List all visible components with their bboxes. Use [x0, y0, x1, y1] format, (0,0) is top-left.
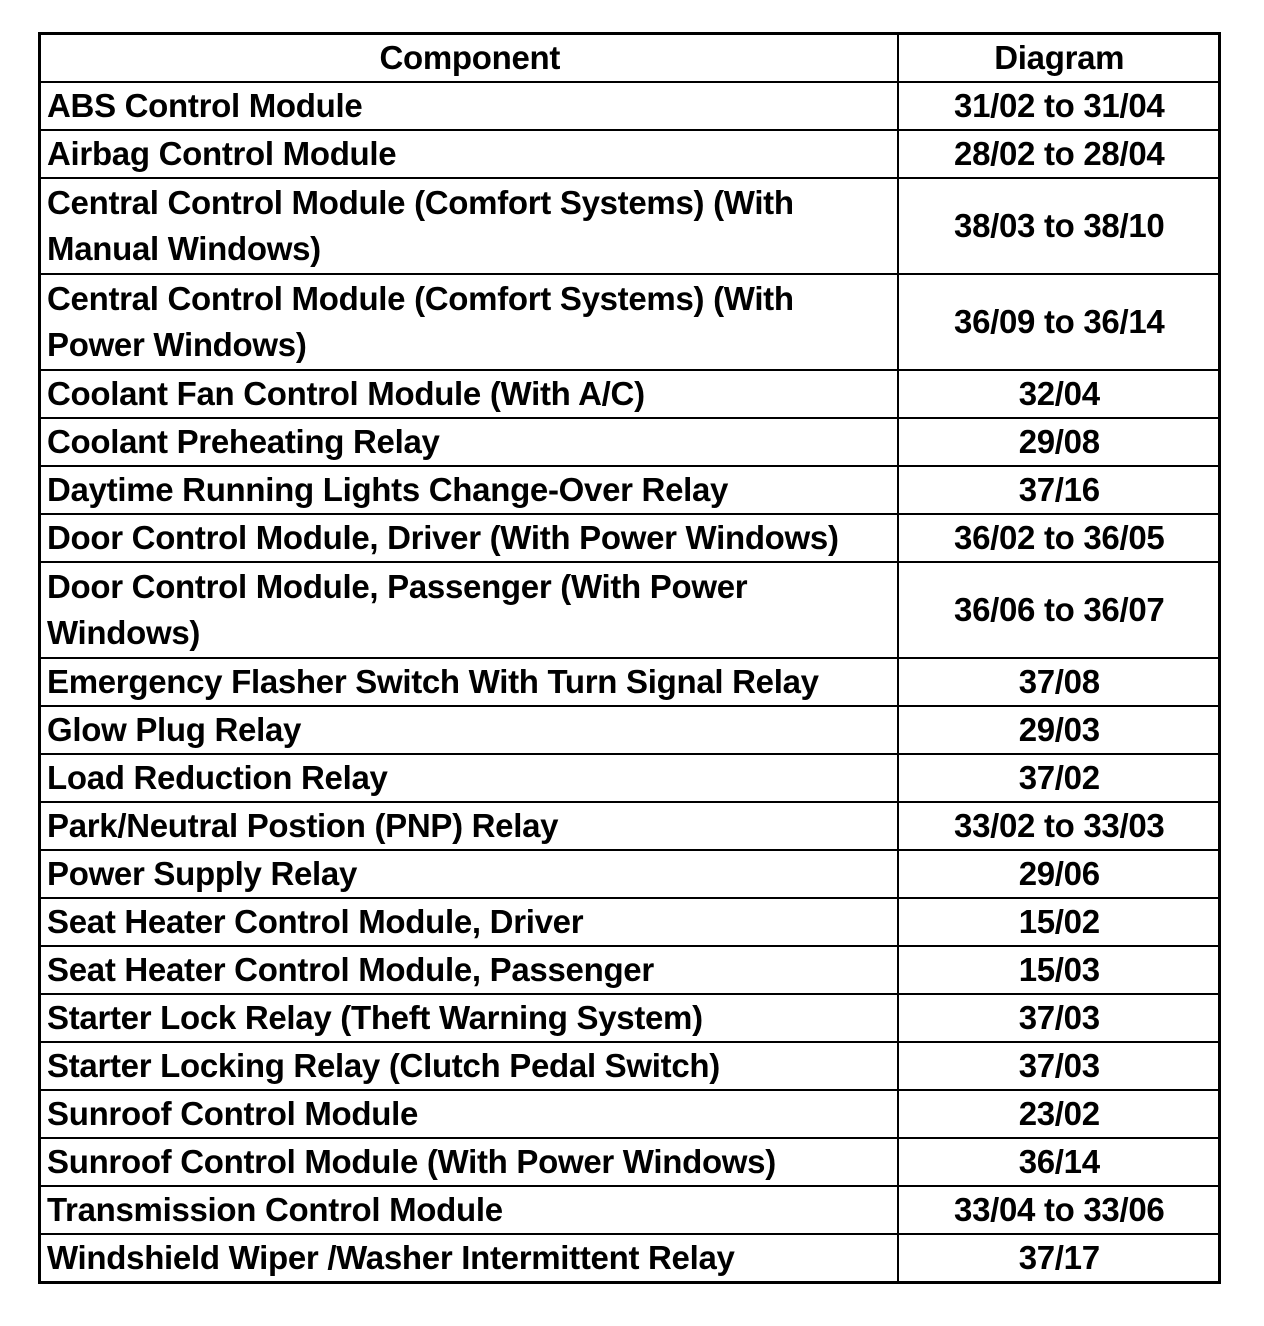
diagram-reference-cell: 23/02 — [898, 1090, 1220, 1138]
component-name-cell: Central Control Module (Comfort Systems) (With Manual Windows) — [40, 178, 898, 274]
component-name-cell: Door Control Module, Driver (With Power Windows) — [40, 514, 898, 562]
component-diagram-sheet — [38, 32, 1218, 1284]
table-row — [40, 850, 1220, 898]
component-name-cell: Door Control Module, Passenger (With Power Windows) — [40, 562, 898, 658]
diagram-reference-cell: 37/08 — [898, 658, 1220, 706]
diagram-reference-cell: 37/02 — [898, 754, 1220, 802]
component-name-cell: Sunroof Control Module (With Power Windows) — [40, 1138, 898, 1186]
diagram-reference-cell: 37/16 — [898, 466, 1220, 514]
table-row — [40, 754, 1220, 802]
table-row — [40, 82, 1220, 130]
diagram-reference-cell: 37/03 — [898, 1042, 1220, 1090]
table-body — [40, 82, 1220, 1283]
table-row — [40, 1042, 1220, 1090]
table-row — [40, 1090, 1220, 1138]
diagram-reference-cell: 15/03 — [898, 946, 1220, 994]
diagram-reference-cell: 33/04 to 33/06 — [898, 1186, 1220, 1234]
diagram-reference-cell: 15/02 — [898, 898, 1220, 946]
component-name-cell: Power Supply Relay — [40, 850, 898, 898]
diagram-reference-cell: 28/02 to 28/04 — [898, 130, 1220, 178]
component-name-cell: Coolant Fan Control Module (With A/C) — [40, 370, 898, 418]
diagram-reference-cell: 31/02 to 31/04 — [898, 82, 1220, 130]
table-row — [40, 946, 1220, 994]
component-name-cell: Seat Heater Control Module, Driver — [40, 898, 898, 946]
component-name-cell: Transmission Control Module — [40, 1186, 898, 1234]
component-name-cell: Emergency Flasher Switch With Turn Signal Relay — [40, 658, 898, 706]
diagram-reference-cell: 29/06 — [898, 850, 1220, 898]
table-row — [40, 1234, 1220, 1283]
table-row — [40, 706, 1220, 754]
table-row — [40, 562, 1220, 658]
table-row — [40, 658, 1220, 706]
component-name-cell: Airbag Control Module — [40, 130, 898, 178]
diagram-reference-cell: 36/02 to 36/05 — [898, 514, 1220, 562]
diagram-reference-cell: 33/02 to 33/03 — [898, 802, 1220, 850]
table-row — [40, 466, 1220, 514]
diagram-reference-cell: 36/14 — [898, 1138, 1220, 1186]
diagram-reference-cell: 37/17 — [898, 1234, 1220, 1283]
table-row — [40, 898, 1220, 946]
diagram-column-header: Diagram — [898, 34, 1220, 83]
table-row — [40, 802, 1220, 850]
table-row — [40, 1138, 1220, 1186]
table-row — [40, 994, 1220, 1042]
diagram-reference-cell: 36/09 to 36/14 — [898, 274, 1220, 370]
component-name-cell: Daytime Running Lights Change-Over Relay — [40, 466, 898, 514]
table-row — [40, 514, 1220, 562]
diagram-reference-cell: 37/03 — [898, 994, 1220, 1042]
component-name-cell: Starter Lock Relay (Theft Warning System) — [40, 994, 898, 1042]
component-name-cell: Park/Neutral Postion (PNP) Relay — [40, 802, 898, 850]
table-row — [40, 130, 1220, 178]
component-name-cell: Coolant Preheating Relay — [40, 418, 898, 466]
component-name-cell: ABS Control Module — [40, 82, 898, 130]
diagram-reference-cell: 29/08 — [898, 418, 1220, 466]
component-name-cell: Sunroof Control Module — [40, 1090, 898, 1138]
table-row — [40, 370, 1220, 418]
component-name-cell: Glow Plug Relay — [40, 706, 898, 754]
diagram-reference-cell: 36/06 to 36/07 — [898, 562, 1220, 658]
component-name-cell: Central Control Module (Comfort Systems) (With Power Windows) — [40, 274, 898, 370]
table-row — [40, 178, 1220, 274]
diagram-reference-cell: 38/03 to 38/10 — [898, 178, 1220, 274]
component-column-header: Component — [40, 34, 898, 83]
diagram-reference-cell: 32/04 — [898, 370, 1220, 418]
table-header-row — [40, 34, 1220, 83]
diagram-reference-cell: 29/03 — [898, 706, 1220, 754]
table-row — [40, 418, 1220, 466]
component-diagram-table — [38, 32, 1221, 1284]
component-name-cell: Seat Heater Control Module, Passenger — [40, 946, 898, 994]
table-row — [40, 1186, 1220, 1234]
component-name-cell: Starter Locking Relay (Clutch Pedal Switch) — [40, 1042, 898, 1090]
table-row — [40, 274, 1220, 370]
component-name-cell: Windshield Wiper /Washer Intermittent Relay — [40, 1234, 898, 1283]
component-name-cell: Load Reduction Relay — [40, 754, 898, 802]
